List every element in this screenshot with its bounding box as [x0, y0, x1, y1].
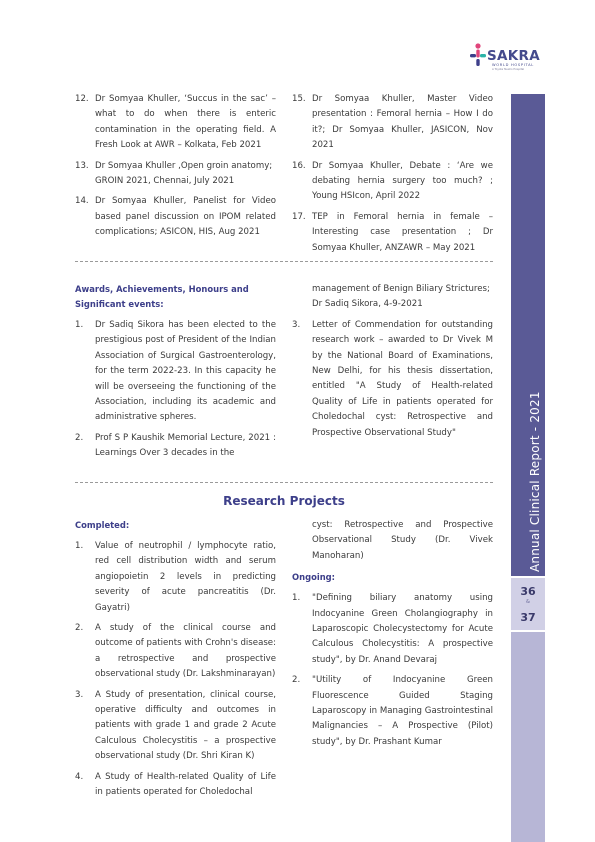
logo-mark-icon [469, 43, 487, 69]
item-text: Prof S P Kaushik Memorial Lecture, 2021 : Learnings Over 3 decades in the [95, 432, 276, 459]
item-number: 17. [292, 211, 306, 222]
list-item [75, 318, 276, 426]
page-number-left: 36 [520, 585, 536, 598]
item-number: 12. [75, 94, 89, 104]
item-text: Letter of Commendation for outstanding research work – awarded to Dr Vivek M by the National Board of Examinations, New Delhi, for his thesis dissertation, entitled "A Study of Health-related Quality of Life in patients operated for Choledochal cyst: Retrospective and Prospective Observational Study" [312, 319, 493, 438]
item-text: A Study of Health-related Quality of Life in patients operated for Choledochal [95, 771, 276, 798]
logo-subtitle: WORLD HOSPITAL [492, 63, 535, 67]
list-item [292, 159, 493, 205]
logo-name: SAKRA [487, 48, 540, 64]
continued-text: cyst: Retrospective and Prospective Observational Study (Dr. Vivek Manoharan) [312, 520, 493, 561]
awards-left-column [75, 282, 276, 467]
presentations-right-column [292, 92, 493, 261]
item-number: 2. [75, 623, 84, 634]
hospital-logo [469, 41, 559, 81]
page-number-separator: & [526, 599, 530, 605]
item-number: 14. [75, 196, 89, 207]
awards-heading [75, 282, 276, 312]
item-number: 2. [292, 675, 301, 686]
page-number-right: 37 [520, 611, 536, 624]
section-divider [75, 482, 493, 483]
section-divider [75, 261, 493, 262]
list-item [292, 318, 493, 441]
item-text: Dr Somyaa Khuller, Debate : ‘Are we debating hernia surgery too much? ; Young HSIcon, April 2022 [312, 160, 493, 202]
item-text: "Defining biliary anatomy using Indocyanine Green Cholangiography in Laparoscopic Cholecystectomy for Acute Calculous Cholecystitis: A prospective study", by Dr. Anand Devaraj [312, 593, 493, 665]
continued-text: management of Benign Biliary Strictures; Dr Sadiq Sikora, 4-9-2021 [312, 284, 490, 310]
report-title: Annual Clinical Report - 2021 [528, 391, 542, 572]
item-text: Value of neutrophil / lymphocyte ratio, red cell distribution width and serum angiopoietin 2 levels in predicting severity of acute pancreatitis (Dr. Gayatri) [95, 541, 276, 613]
item-number: 3. [292, 319, 301, 330]
research-ongoing-column [292, 518, 493, 755]
research-projects-title: Research Projects [223, 494, 345, 508]
sidebar-lower-band [511, 632, 545, 842]
list-item [75, 92, 276, 154]
item-text: Dr Somyaa Khuller, ‘Succus in the sac’ – what to do when there is enteric contamination in the operating field. A Fresh Look at AWR – Kolkata, Feb 2021 [95, 94, 276, 151]
item-text: Dr Somyaa Khuller ,Open groin anatomy; GROIN 2021, Chennai, July 2021 [95, 160, 273, 187]
list-item [292, 673, 493, 750]
list-item [75, 770, 276, 801]
logo-tagline: A Toyota Tsusho Hospital [492, 68, 525, 71]
research-completed-column [75, 518, 276, 806]
item-number: 1. [75, 541, 84, 551]
completed-heading: Completed: [75, 520, 130, 530]
list-item [75, 431, 276, 462]
item-text: TEP in Femoral hernia in female – Interesting case presentation ; Dr Somyaa Khuller, ANZAWR – May 2021 [312, 211, 493, 253]
list-item [75, 621, 276, 683]
item-number: 16. [292, 160, 306, 171]
item-number: 13. [75, 160, 89, 171]
item-text: Dr Somyaa Khuller, Panelist for Video based panel discussion on IPOM related complications; ASICON, HIS, Aug 2021 [95, 196, 276, 238]
list-item [75, 194, 276, 240]
awards-heading-line1: Awards, Achievements, Honours and [75, 284, 249, 294]
list-item [292, 92, 493, 154]
item-number: 15. [292, 94, 306, 104]
list-item [292, 591, 493, 668]
item-text: A study of the clinical course and outcome of patients with Crohn's disease: a retrospective and prospective observational study (Dr. Lakshminarayan) [95, 623, 276, 680]
awards-heading-line2: Significant events: [75, 299, 164, 309]
item-text: A Study of presentation, clinical course, operative difficulty and outcomes in patients with grade 1 and grade 2 Acute Calculous Cholecystitis – a prospective observational study (Dr. Shri Kiran K) [95, 689, 276, 762]
list-item [75, 539, 276, 616]
presentations-left-column [75, 92, 276, 246]
item-text: Dr Sadiq Sikora has been elected to the prestigious post of President of the Indian Association of Surgical Gastroenterology, for the term 2022-23. In this capacity he will be overseeing the functioning of the Association, including its academic and administrative spheres. [95, 320, 276, 423]
list-item [75, 159, 276, 190]
awards-right-column [292, 282, 493, 446]
item-text: "Utility of Indocyanine Green Fluorescence Guided Staging Laparoscopy in Managing Gastrointestinal Malignancies – A Prospective (Pilot) study", by Dr. Prashant Kumar [312, 675, 493, 747]
item-text: Dr Somyaa Khuller, Master Video presentation : Femoral hernia – How I do it?; Dr Somyaa Khuller, JASICON, Nov 2021 [312, 94, 493, 151]
ongoing-heading: Ongoing: [292, 572, 336, 583]
item-number: 3. [75, 689, 84, 700]
item-number: 4. [75, 771, 84, 782]
item-number: 1. [75, 320, 84, 330]
item-number: 2. [75, 432, 84, 443]
list-item [292, 210, 493, 256]
list-item [75, 688, 276, 765]
item-number: 1. [292, 593, 301, 604]
page-number-box [511, 578, 545, 630]
